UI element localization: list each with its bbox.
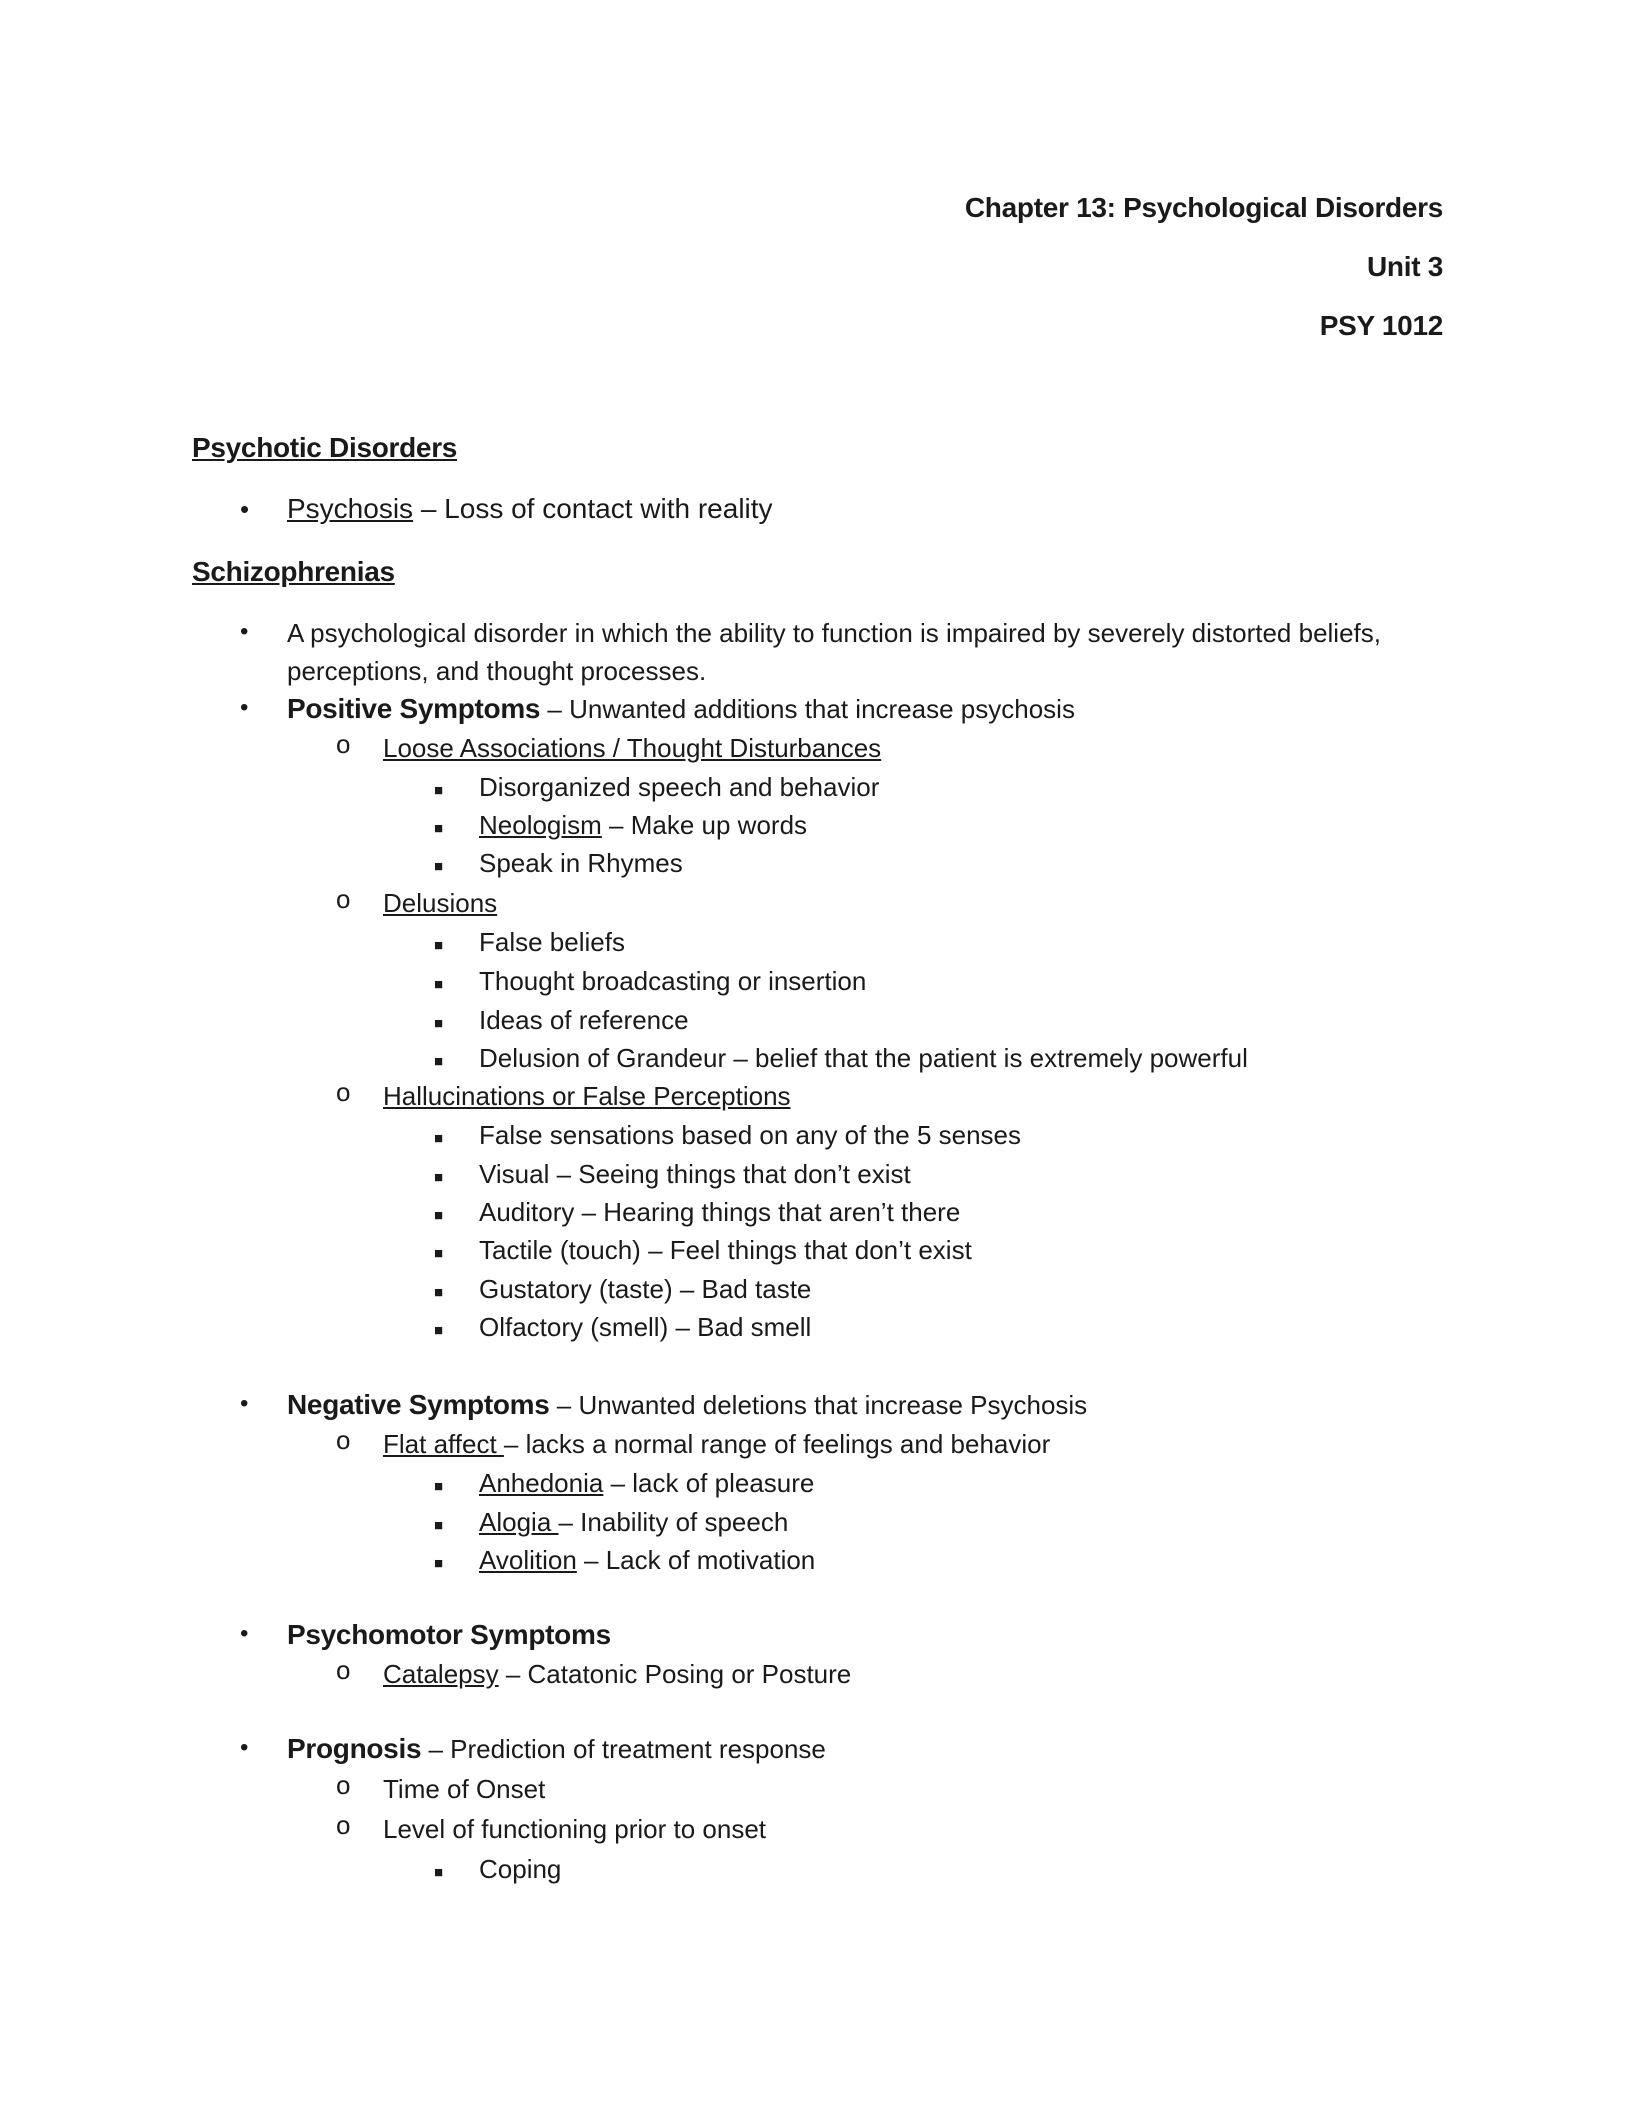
definition-neologism: – Make up words (601, 810, 808, 840)
unit-label: Unit 3 (1367, 251, 1443, 282)
list-item-gustatory: Gustatory (taste) – Bad taste (479, 1274, 812, 1304)
definition-alogia: – Inability of speech (558, 1507, 789, 1537)
bullet-level3: ■ (434, 1207, 444, 1224)
list-item-avolition (479, 1541, 815, 1579)
course-code: PSY 1012 (1319, 310, 1443, 341)
schizophrenia-definition-line1: A psychological disorder in which the ability to function is impaired by severely distorted beliefs, (287, 618, 1381, 648)
list-item-negative-symptoms (287, 1386, 1087, 1424)
term-delusions: Delusions (383, 888, 498, 918)
list-item-flat-affect (383, 1425, 1050, 1463)
list-item-false-beliefs: False beliefs (479, 927, 625, 957)
term-avolition: Avolition (479, 1545, 577, 1575)
list-item-disorganized-speech: Disorganized speech and behavior (479, 772, 880, 802)
bullet-level1: • (240, 1734, 249, 1761)
list-item-alogia (479, 1503, 788, 1541)
bullet-level3: ■ (434, 1864, 444, 1881)
bullet-level3: ■ (434, 820, 444, 837)
term-negative-symptoms: Negative Symptoms (287, 1389, 550, 1420)
term-catalepsy: Catalepsy (383, 1659, 499, 1689)
list-item-psychomotor-symptoms (287, 1616, 611, 1654)
bullet-level3: ■ (434, 1245, 444, 1262)
bullet-level1: • (240, 694, 249, 721)
bullet-level1: • (240, 1620, 249, 1647)
list-item-olfactory: Olfactory (smell) – Bad smell (479, 1312, 812, 1342)
bullet-level3: ■ (434, 1169, 444, 1186)
list-item-speak-in-rhymes: Speak in Rhymes (479, 848, 683, 878)
bullet-level3: ■ (434, 937, 444, 954)
bullet-level2: o (336, 1770, 351, 1800)
bullet-level3: ■ (434, 976, 444, 993)
definition-avolition: – Lack of motivation (576, 1545, 816, 1575)
bullet-level2: o (336, 884, 351, 914)
list-item-catalepsy (383, 1655, 851, 1693)
schizophrenia-definition-line2: perceptions, and thought processes. (287, 656, 707, 686)
list-item-thought-broadcasting: Thought broadcasting or insertion (479, 966, 867, 996)
term-positive-symptoms: Positive Symptoms (287, 693, 541, 724)
definition-prognosis: – Prediction of treatment response (421, 1734, 826, 1764)
term-neologism: Neologism (479, 810, 602, 840)
bullet-level3: ■ (434, 1284, 444, 1301)
bullet-level1: • (240, 618, 249, 645)
list-item-neologism (479, 806, 807, 844)
list-item-positive-symptoms (287, 690, 1075, 728)
bullet-level2: o (336, 1077, 351, 1107)
list-item-auditory: Auditory – Hearing things that aren’t there (479, 1197, 961, 1227)
list-item-ideas-of-reference: Ideas of reference (479, 1005, 689, 1035)
definition-anhedonia: – lack of pleasure (603, 1468, 815, 1498)
list-item-tactile: Tactile (touch) – Feel things that don’t exist (479, 1235, 972, 1265)
definition-psychosis: – Loss of contact with reality (413, 493, 773, 524)
term-loose-associations: Loose Associations / Thought Disturbances (383, 733, 882, 763)
list-item-anhedonia (479, 1464, 814, 1502)
bullet-level2: o (336, 1810, 351, 1840)
list-item-false-sensations: False sensations based on any of the 5 senses (479, 1120, 1022, 1150)
bullet-level2: o (336, 1425, 351, 1455)
bullet-level3: ■ (434, 782, 444, 799)
bullet-level3: ■ (434, 1517, 444, 1534)
bullet-level1: • (240, 1390, 249, 1417)
bullet-level1: • (240, 494, 250, 524)
term-anhedonia: Anhedonia (479, 1468, 604, 1498)
term-alogia: Alogia (479, 1507, 559, 1537)
list-item-prognosis (287, 1730, 826, 1768)
bullet-level3: ■ (434, 1130, 444, 1147)
bullet-level3: ■ (434, 1478, 444, 1495)
term-psychomotor-symptoms: Psychomotor Symptoms (287, 1619, 611, 1650)
list-item-coping: Coping (479, 1854, 562, 1884)
definition-catalepsy: – Catatonic Posing or Posture (498, 1659, 852, 1689)
bullet-level3: ■ (434, 1322, 444, 1339)
definition-flat-affect: – lacks a normal range of feelings and behavior (503, 1429, 1051, 1459)
definition-negative-symptoms: – Unwanted deletions that increase Psychosis (549, 1390, 1088, 1420)
chapter-title: Chapter 13: Psychological Disorders (964, 192, 1443, 223)
list-item-level-of-functioning: Level of functioning prior to onset (383, 1814, 767, 1844)
list-item-visual: Visual – Seeing things that don’t exist (479, 1159, 911, 1189)
section-heading-psychotic-disorders: Psychotic Disorders (192, 432, 458, 463)
list-item-delusion-of-grandeur: Delusion of Grandeur – belief that the patient is extremely powerful (479, 1043, 1248, 1073)
list-item-psychosis (287, 490, 773, 528)
term-prognosis: Prognosis (287, 1733, 422, 1764)
definition-positive-symptoms: – Unwanted additions that increase psychosis (540, 694, 1075, 724)
bullet-level3: ■ (434, 1053, 444, 1070)
term-hallucinations: Hallucinations or False Perceptions (383, 1081, 791, 1111)
bullet-level3: ■ (434, 1555, 444, 1572)
bullet-level2: o (336, 729, 351, 759)
list-item-time-of-onset: Time of Onset (383, 1774, 546, 1804)
term-psychosis: Psychosis (287, 493, 414, 524)
bullet-level2: o (336, 1655, 351, 1685)
bullet-level3: ■ (434, 858, 444, 875)
bullet-level3: ■ (434, 1015, 444, 1032)
term-flat-affect: Flat affect (383, 1429, 504, 1459)
section-heading-schizophrenias: Schizophrenias (192, 556, 395, 587)
